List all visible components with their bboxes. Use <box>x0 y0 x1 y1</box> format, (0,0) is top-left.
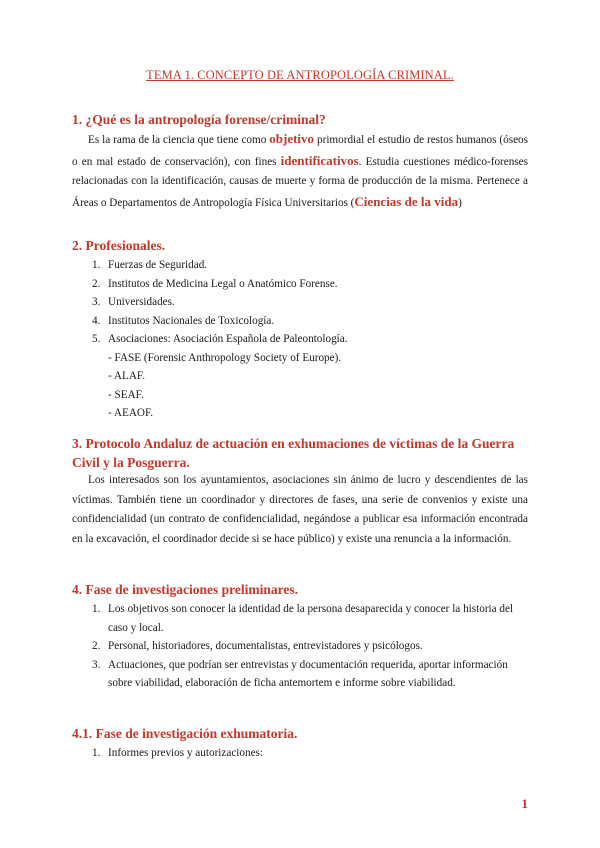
list-number: 2. <box>92 640 101 652</box>
keyword-objetivo: objetivo <box>269 131 315 146</box>
preliminary-phase-list <box>72 600 528 693</box>
list-item <box>72 656 528 693</box>
list-text: Los objetivos son conocer la identidad de la persona desaparecida y conocer la historia del caso y local. <box>108 603 514 634</box>
sub-item: - ALAF. <box>108 370 146 382</box>
list-text: Fuerzas de Seguridad. <box>108 259 208 271</box>
list-item <box>72 256 528 275</box>
list-text: Universidades. <box>108 296 175 308</box>
section-2-heading: 2. Profesionales. <box>72 238 166 253</box>
keyword-ciencias-de-la-vida: Ciencias de la vida <box>354 193 459 209</box>
section-3-paragraph <box>72 471 528 549</box>
section-1-paragraph <box>72 129 528 213</box>
section-1-heading: 1. ¿Qué es la antropología forense/criminal? <box>72 112 326 127</box>
list-text: Institutos de Medicina Legal o Anatómico Forense. <box>108 277 338 290</box>
exhumation-phase-list <box>72 744 528 763</box>
list-item <box>72 637 528 656</box>
list-number: 3. <box>92 296 101 308</box>
text-span: Es la rama de la ciencia que tiene como <box>88 134 270 146</box>
list-number: 4. <box>92 314 101 327</box>
keyword-identificativos: identificativos <box>280 152 359 168</box>
document-title: TEMA 1. CONCEPTO DE ANTROPOLOGÍA CRIMINAL. <box>146 68 454 82</box>
list-number: 2. <box>92 277 101 290</box>
text-span: . Estudia cuestiones médico-forenses relacionadas con la identificación, causas de muerte y forma de producción de la misma. Pertenece a Áreas o Departamentos de Antropología Física Universitarios ( <box>72 155 528 209</box>
list-text: Personal, historiadores, documentalistas, entrevistadores y psicólogos. <box>108 640 423 652</box>
text-span: Los interesados son los ayuntamientos, asociaciones sin ánimo de lucro y descendientes de las víctimas. También tiene un coordinador y directores de fases, una serie de convenios y existe una confidencialidad (un contrato de confidencialidad, negándose a publicar esa información encontrada en la excavación, el coordinador decide si se hace público) y existe una renuncia a la información. <box>72 474 528 545</box>
list-item <box>72 744 528 763</box>
sub-item: - FASE (Forensic Anthropology Society of Europe). <box>108 351 342 364</box>
section-3-heading: 3. Protocolo Andaluz de actuación en exhumaciones de víctimas de la Guerra Civil y la Posguerra. <box>72 436 515 470</box>
text-span: primordial el estudio de restos humanos (óseos o en mal estado de conservación), con fines <box>72 134 528 168</box>
list-item <box>72 600 528 637</box>
list-text: Informes previos y autorizaciones: <box>108 747 264 759</box>
sub-item: - AEAOF. <box>108 407 154 419</box>
page-number: 1 <box>521 796 528 811</box>
text-span: ) <box>458 196 462 209</box>
list-item <box>72 330 528 423</box>
sub-item: - SEAF. <box>108 388 144 401</box>
list-text: Asociaciones: Asociación Española de Paleontología. <box>108 333 348 345</box>
list-number: 3. <box>92 658 101 671</box>
list-item <box>72 275 528 294</box>
list-text: Actuaciones, que podrían ser entrevistas y documentación requerida, aportar información sobre viabilidad, elaboración de ficha antemortem e informe sobre viabilidad. <box>108 658 508 689</box>
list-item <box>72 312 528 331</box>
list-item <box>72 293 528 312</box>
section-4-1-heading: 4.1. Fase de investigación exhumatoria. <box>72 726 298 741</box>
list-number: 1. <box>92 747 101 759</box>
list-number: 1. <box>92 259 101 271</box>
list-text: Institutos Nacionales de Toxicología. <box>108 314 275 327</box>
professionals-list <box>72 256 528 423</box>
list-number: 1. <box>92 603 101 615</box>
section-4-heading: 4. Fase de investigaciones preliminares. <box>72 582 298 597</box>
list-number: 5. <box>92 333 101 345</box>
